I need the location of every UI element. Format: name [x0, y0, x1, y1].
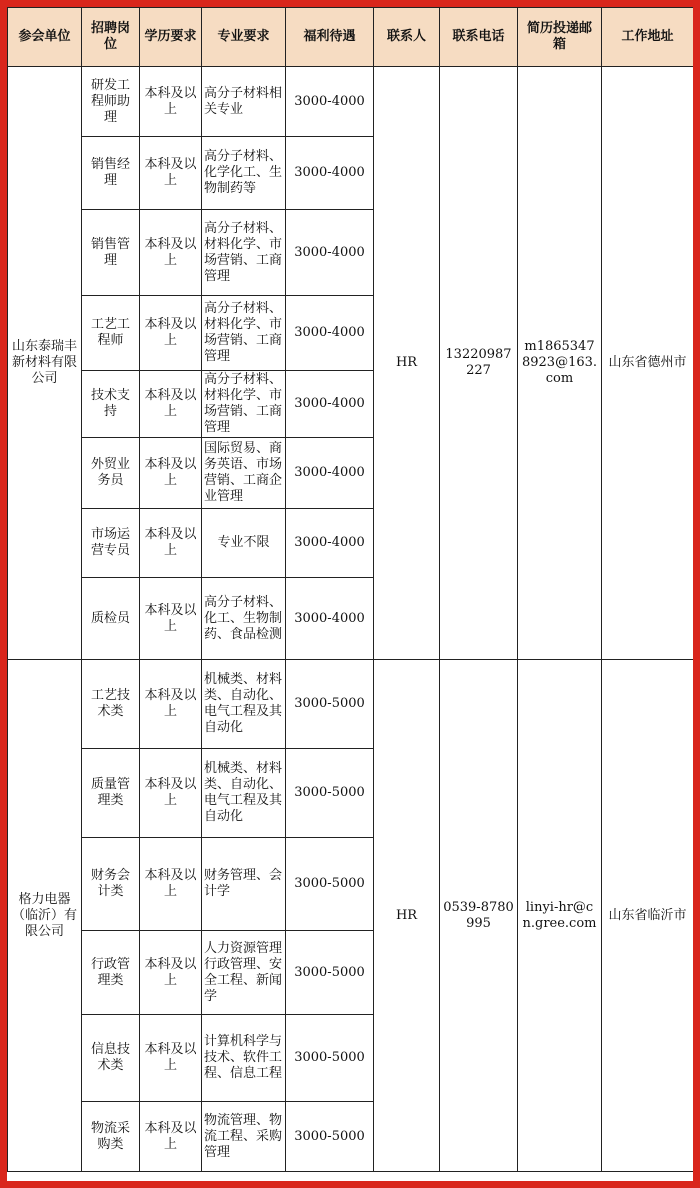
table-row	[8, 660, 694, 749]
recruitment-table-frame	[7, 7, 693, 1181]
job-salary: 3000-5000	[286, 838, 374, 931]
job-education: 本科及以上	[140, 137, 202, 210]
recruitment-table	[7, 7, 693, 1172]
job-position: 财务会计类	[82, 838, 140, 931]
job-major: 高分子材料、材料化学、市场营销、工商管理	[202, 371, 286, 438]
job-salary: 3000-5000	[286, 1102, 374, 1172]
job-education: 本科及以上	[140, 749, 202, 838]
job-salary: 3000-4000	[286, 578, 374, 660]
job-education: 本科及以上	[140, 371, 202, 438]
header-email: 简历投递邮箱	[518, 8, 602, 67]
job-major: 人力资源管理行政管理、安全工程、新闻学	[202, 931, 286, 1015]
table-row	[8, 67, 694, 137]
job-education: 本科及以上	[140, 660, 202, 749]
job-position: 质检员	[82, 578, 140, 660]
job-education: 本科及以上	[140, 1015, 202, 1102]
job-position: 工艺工程师	[82, 296, 140, 371]
job-major: 国际贸易、商务英语、市场营销、工商企业管理	[202, 438, 286, 509]
job-position: 物流采购类	[82, 1102, 140, 1172]
job-salary: 3000-5000	[286, 660, 374, 749]
header-position: 招聘岗位	[82, 8, 140, 67]
job-salary: 3000-4000	[286, 509, 374, 578]
header-contact: 联系人	[374, 8, 440, 67]
job-major: 物流管理、物流工程、采购管理	[202, 1102, 286, 1172]
header-education: 学历要求	[140, 8, 202, 67]
job-education: 本科及以上	[140, 438, 202, 509]
job-position: 工艺技术类	[82, 660, 140, 749]
job-salary: 3000-5000	[286, 931, 374, 1015]
job-position: 研发工程师助理	[82, 67, 140, 137]
job-position: 行政管理类	[82, 931, 140, 1015]
header-row	[8, 8, 694, 67]
job-education: 本科及以上	[140, 931, 202, 1015]
job-salary: 3000-4000	[286, 137, 374, 210]
job-salary: 3000-5000	[286, 749, 374, 838]
resume-email: linyi-hr@cn.gree.com	[518, 660, 602, 1172]
job-major: 高分子材料、材料化学、市场营销、工商管理	[202, 296, 286, 371]
job-education: 本科及以上	[140, 296, 202, 371]
job-major: 专业不限	[202, 509, 286, 578]
job-salary: 3000-4000	[286, 438, 374, 509]
job-salary: 3000-4000	[286, 371, 374, 438]
header-major: 专业要求	[202, 8, 286, 67]
job-education: 本科及以上	[140, 1102, 202, 1172]
job-education: 本科及以上	[140, 838, 202, 931]
job-position: 质量管理类	[82, 749, 140, 838]
job-major: 机械类、材料类、自动化、电气工程及其自动化	[202, 660, 286, 749]
job-education: 本科及以上	[140, 67, 202, 137]
job-education: 本科及以上	[140, 578, 202, 660]
job-salary: 3000-5000	[286, 1015, 374, 1102]
contact-phone: 0539-8780995	[440, 660, 518, 1172]
resume-email: m18653478923@163.com	[518, 67, 602, 660]
job-salary: 3000-4000	[286, 210, 374, 296]
job-major: 计算机科学与技术、软件工程、信息工程	[202, 1015, 286, 1102]
work-address: 山东省临沂市	[602, 660, 694, 1172]
header-phone: 联系电话	[440, 8, 518, 67]
job-position: 信息技术类	[82, 1015, 140, 1102]
job-position: 技术支持	[82, 371, 140, 438]
job-major: 高分子材料相关专业	[202, 67, 286, 137]
header-salary: 福利待遇	[286, 8, 374, 67]
job-major: 机械类、材料类、自动化、电气工程及其自动化	[202, 749, 286, 838]
job-education: 本科及以上	[140, 210, 202, 296]
contact-person: HR	[374, 660, 440, 1172]
job-major: 高分子材料、化工、生物制药、食品检测	[202, 578, 286, 660]
header-address: 工作地址	[602, 8, 694, 67]
contact-person: HR	[374, 67, 440, 660]
header-company: 参会单位	[8, 8, 82, 67]
contact-phone: 13220987227	[440, 67, 518, 660]
job-salary: 3000-4000	[286, 67, 374, 137]
job-major: 高分子材料、材料化学、市场营销、工商管理	[202, 210, 286, 296]
work-address: 山东省德州市	[602, 67, 694, 660]
job-position: 销售管理	[82, 210, 140, 296]
job-major: 财务管理、会计学	[202, 838, 286, 931]
job-position: 外贸业务员	[82, 438, 140, 509]
job-position: 市场运营专员	[82, 509, 140, 578]
company-name: 山东泰瑞丰新材料有限公司	[8, 67, 82, 660]
job-position: 销售经理	[82, 137, 140, 210]
job-salary: 3000-4000	[286, 296, 374, 371]
job-major: 高分子材料、化学化工、生物制药等	[202, 137, 286, 210]
job-education: 本科及以上	[140, 509, 202, 578]
company-name: 格力电器（临沂）有限公司	[8, 660, 82, 1172]
